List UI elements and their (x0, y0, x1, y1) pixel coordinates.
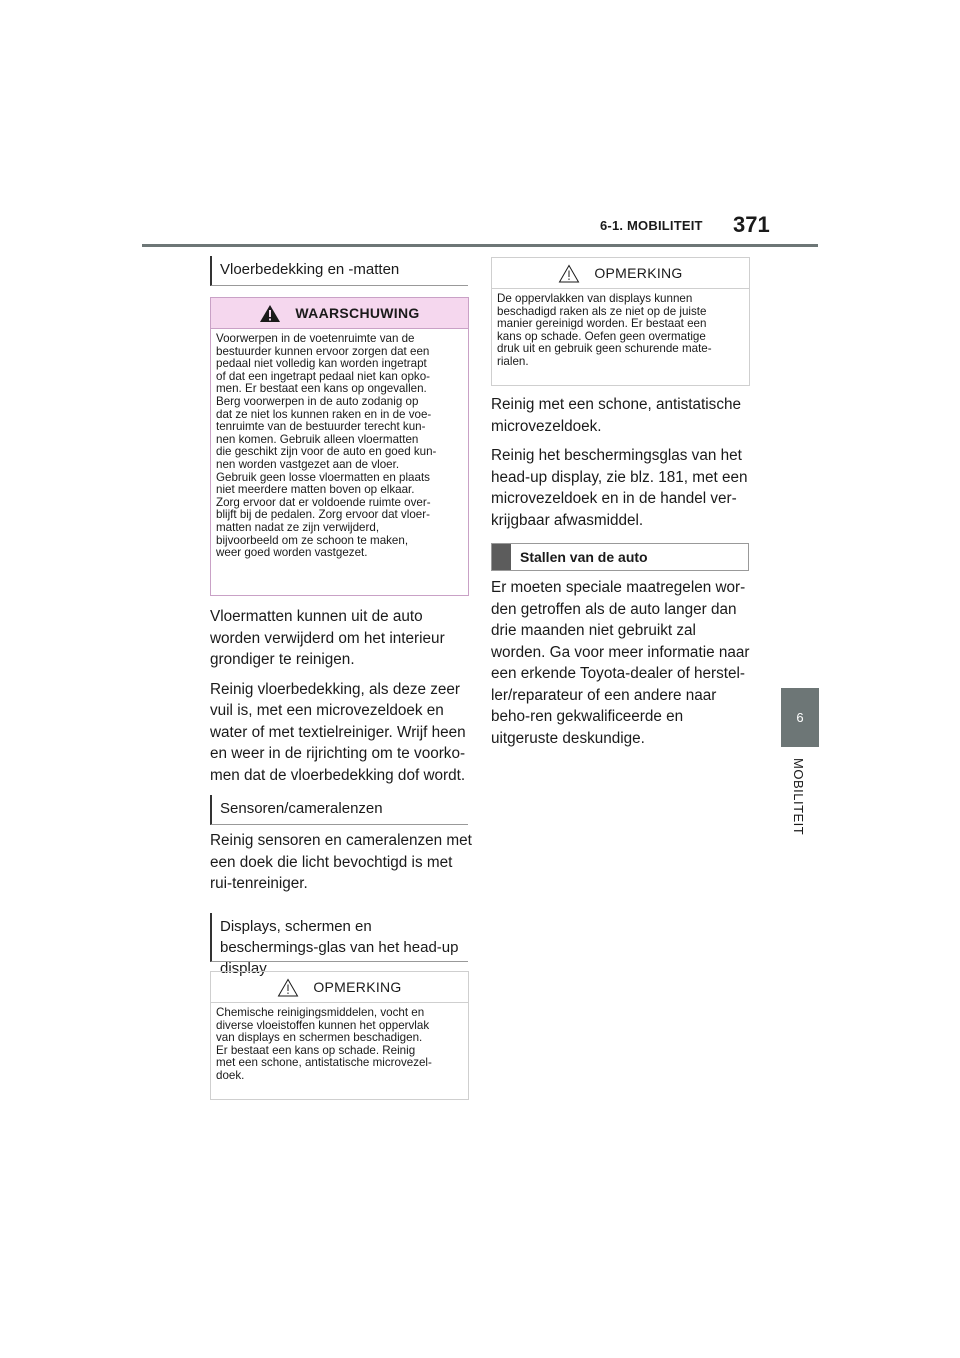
heading-storage-label: Stallen van de auto (520, 549, 648, 565)
box-line: bestuurder kunnen ervoor zorgen dat een (216, 344, 430, 358)
box-line: nen worden vastgezet aan de vloer. (216, 457, 400, 471)
box-line: nen komen. Gebruik alleen vloermatten (216, 432, 419, 446)
note-box-left (210, 971, 469, 1100)
box-line: Chemische reinigingsmiddelen, vocht en (216, 1006, 425, 1019)
paragraph: Reinig het beschermingsglas van het head-up display, zie blz. 181, met een microvezeldoek en in de handel ver-krijgbaar afwasmiddel. (491, 447, 748, 529)
note-title: OPMERKING (594, 265, 683, 281)
box-line: of dat een ingetrapt pedaal niet kan opko- (216, 369, 430, 383)
box-line: die geschikt zijn voor de auto en goed kun- (216, 445, 437, 459)
box-line: rialen. (497, 354, 529, 368)
note-title: OPMERKING (313, 979, 402, 995)
heading-storage (491, 543, 749, 571)
box-line: De oppervlakken van displays kunnen (497, 292, 693, 305)
storage-text (491, 577, 753, 757)
section-title: 6-1. MOBILITEIT (600, 218, 703, 233)
note-text (211, 1003, 468, 1089)
box-line: manier gereinigd worden. Er bestaat een (497, 317, 707, 331)
box-line: Berg voorwerpen in de auto zodanig op (216, 394, 419, 408)
box-line: doek. (216, 1068, 245, 1082)
caution-triangle-icon (558, 264, 580, 283)
chapter-tab (781, 688, 819, 747)
box-line: diverse vloeistoffen kunnen het oppervlak (216, 1018, 430, 1032)
warning-triangle-icon (259, 304, 281, 323)
header-divider (142, 244, 818, 247)
chapter-number: 6 (796, 710, 804, 725)
box-line: dat ze niet los kunnen raken en in de voe- (216, 407, 432, 421)
floor-text (210, 606, 472, 794)
heading-sensors: Sensoren/cameralenzen (210, 795, 468, 825)
heading-floor-mats: Vloerbedekking en -matten (210, 256, 468, 286)
box-line: pedaal niet volledig kan worden ingetrapt (216, 357, 427, 371)
heading-displays: Displays, schermen en beschermings-glas van het head-up display (210, 913, 468, 962)
box-line: met een schone, antistatische microvezel- (216, 1056, 432, 1070)
box-line: men. Er bestaat een kans op ongevallen. (216, 382, 427, 396)
box-line: kans op schade. Oefen geen overmatige (497, 329, 706, 343)
heading-marker (492, 544, 511, 570)
paragraph: Vloermatten kunnen uit de auto worden verwijderd om het interieur grondiger te reinigen. (210, 608, 445, 668)
warning-header (211, 298, 468, 329)
paragraph: Reinig met een schone, antistatische microvezeldoek. (491, 396, 741, 435)
box-line: tenruimte van de bestuurder terecht kun- (216, 420, 426, 434)
page-number: 371 (733, 212, 770, 237)
box-line: van displays en schermen beschadigen. (216, 1031, 423, 1045)
paragraph: Reinig sensoren en cameralenzen met een doek die licht bevochtigd is met rui-tenreiniger. (210, 832, 472, 892)
box-line: beschadigd raken als ze niet op de juiste (497, 304, 707, 318)
box-line: niet meerdere matten boven op elkaar. (216, 483, 415, 497)
note-header (211, 972, 468, 1003)
box-line: matten nadat ze zijn verwijderd, (216, 520, 380, 534)
box-line: blijft bij de pedalen. Zorg ervoor dat vloer- (216, 508, 430, 522)
caution-triangle-icon (277, 978, 299, 997)
box-line: druk uit en gebruik geen schurende mate- (497, 342, 712, 356)
display-cleaning-text (491, 394, 753, 539)
box-line: Zorg ervoor dat er voldoende ruimte over- (216, 495, 431, 509)
warning-text (211, 329, 468, 566)
box-line: bijvoorbeeld om ze schoon te maken, (216, 533, 409, 547)
note-header (492, 258, 749, 289)
box-line: Voorwerpen in de voetenruimte van de (216, 332, 415, 345)
chapter-label: MOBILITEIT (791, 758, 806, 836)
sensors-text (210, 830, 472, 903)
note-text (492, 289, 749, 375)
note-box-right (491, 257, 750, 386)
box-line: Gebruik geen losse vloermatten en plaats (216, 470, 430, 484)
box-line: Er bestaat een kans op schade. Reinig (216, 1043, 416, 1057)
warning-box (210, 297, 469, 596)
paragraph: Er moeten speciale maatregelen wor-den getroffen als de auto langer dan drie maanden niet gebruikt zal worden. Ga voor meer informatie naar een erkende Toyota-dealer of herstel-ler/reparateur of een andere naar beho-ren gekwalificeerde en uitgeruste deskundige. (491, 579, 750, 747)
warning-title: WAARSCHUWING (295, 305, 420, 321)
box-line: weer goed worden vastgezet. (216, 546, 368, 560)
paragraph: Reinig vloerbedekking, als deze zeer vuil is, met een microvezeldoek en water of met textielreiniger. Wrijf heen en weer in de rijrichting om te voorko-men dat de vloerbedekking dof wordt. (210, 680, 466, 784)
